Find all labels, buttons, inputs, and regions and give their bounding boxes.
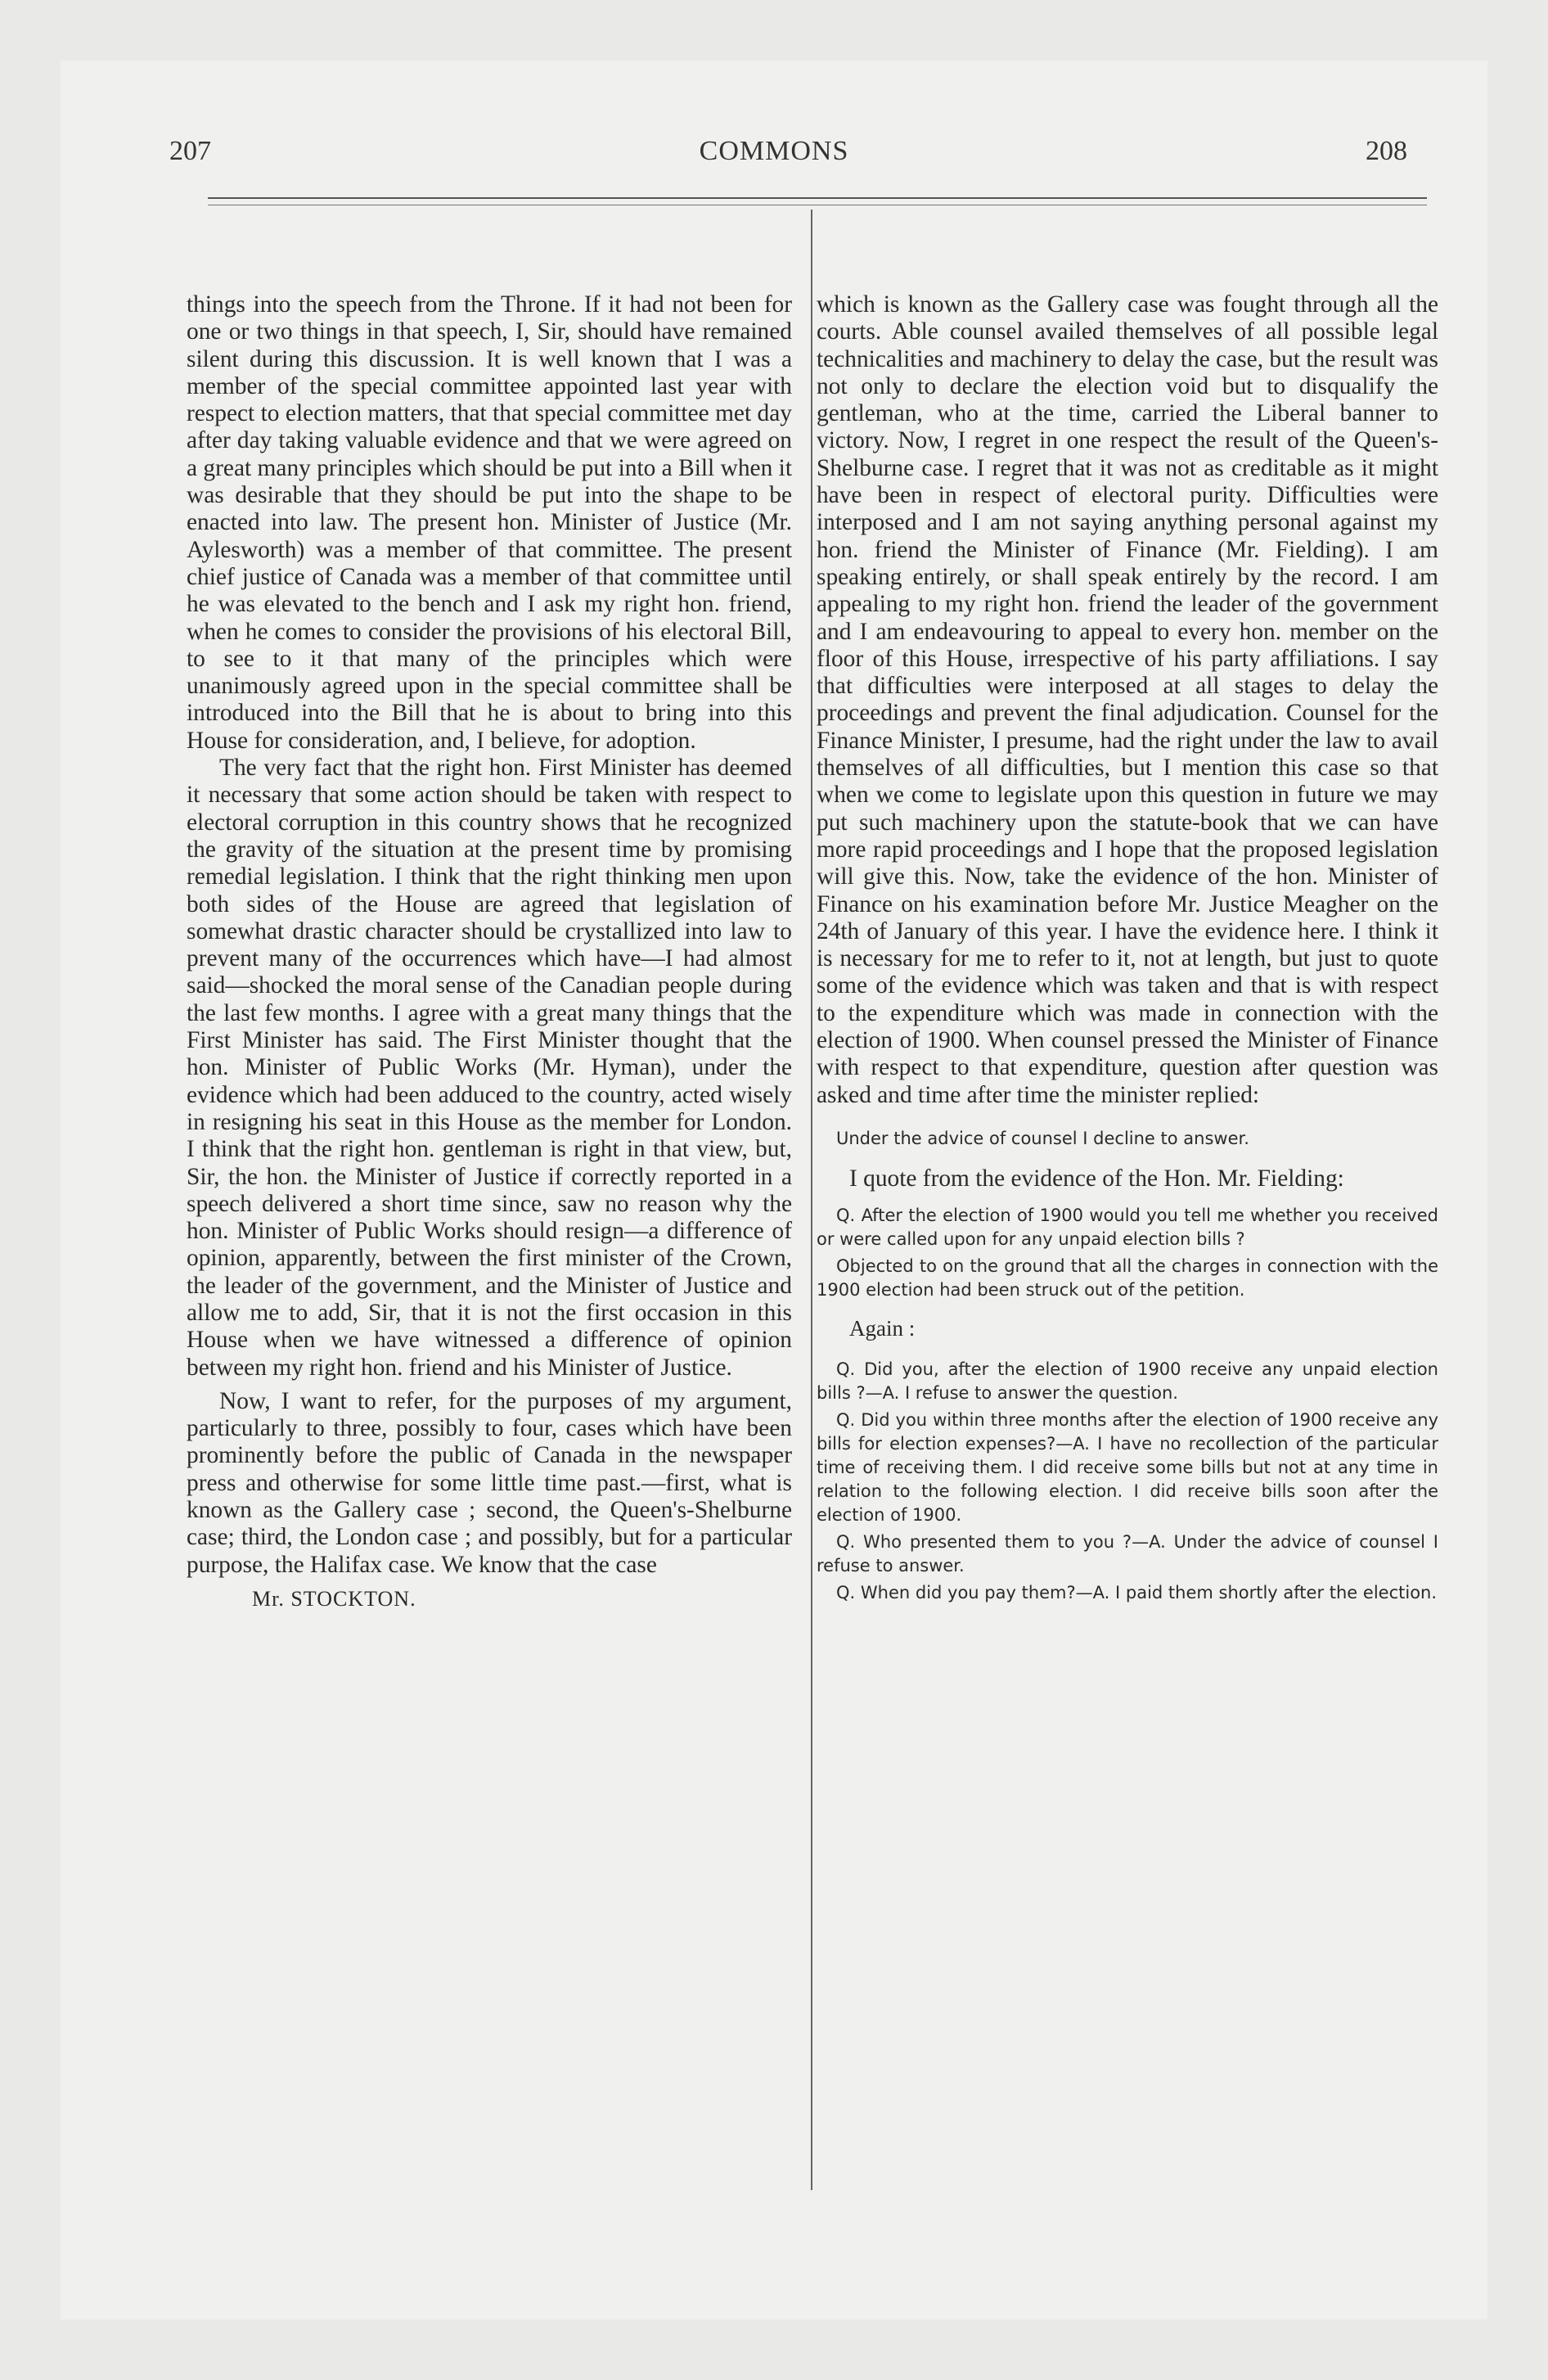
right-column — [817, 291, 1438, 1605]
left-paragraph-2: The very fact that the right hon. First Minister has deemed it necessary that some action should be taken with respect to electoral corruption in this country shows that he recognized the gravity of the situation at the present time by promising remedial legislation. I think that the right thinking men upon both sides of the House are agreed that legislation of somewhat drastic character should be crystallized into law to prevent many of the occurrences which have—I had almost said—shocked the moral sense of the Canadian people during the last few months. I agree with a great many things that the First Minister has said. The First Minister thought that the hon. Minister of Public Works (Mr. Hyman), under the evidence which had been adduced to the country, acted wisely in resigning his seat in this House as the member for London. I think that the right hon. gentleman is right in that view, but, Sir, the hon. the Minister of Justice if correctly reported in a speech delivered a short time since, saw no reason why the hon. Minister of Public Works should resign—a difference of opinion, apparently, between the first minister of the Crown, the leader of the government, and the Minister of Justice and allow me to add, Sir, that it is not the first occasion in this House when we have witnessed a difference of opinion between my right hon. friend and his Minister of Justice. — [187, 755, 792, 1381]
left-paragraph-1: things into the speech from the Throne. If it had not been for one or two things in that speech, I, Sir, should have remained silent during this discussion. It is well known that I was a member of the special committee appointed last year with respect to election matters, that that special committee met day after day taking valuable evidence and that we were agreed on a great many principles which should be put into a Bill when it was desirable that they should be put into the shape to be enacted into law. The present hon. Minister of Justice (Mr. Aylesworth) was a member of that committee. The present chief justice of Canada was a member of that committee until he was elevated to the bench and I ask my right hon. friend, when he comes to consider the provisions of his electoral Bill, to see to it that many of the principles which were unanimously agreed upon in the special committee shall be introduced into the Bill that he is about to bring into this House for consideration, and, I believe, for adoption. — [187, 291, 792, 754]
right-paragraph-2: I quote from the evidence of the Hon. Mr. Fielding: — [849, 1165, 1344, 1192]
evidence-q5: Q. Who presented them to you ?—A. Under the advice of counsel I refuse to answer. — [817, 1531, 1438, 1575]
evidence-q4: Q. Did you within three months after the election of 1900 receive any bills for election expenses?—A. I have no recollection of the particular time of receiving them. I did receive some bills but not at any time in relation to the following election. I did receive bills soon after the election of 1900. — [817, 1409, 1438, 1525]
left-column — [187, 291, 792, 1612]
evidence-q6: Q. When did you pay them?—A. I paid them shortly after the election. — [836, 1582, 1438, 1602]
quoted-reply: Under the advice of counsel I decline to answer. — [836, 1128, 1249, 1148]
right-paragraph-1: which is known as the Gallery case was fought through all the courts. Able counsel availed themselves of all possible legal technicalities and machinery to delay the case, but the result was not only to declare the election void but to disqualify the gentleman, who at the time, carried the Liberal banner to victory. Now, I regret in one respect the result of the Queen's-Shelburne case. I regret that it was not as creditable as it might have been in respect of electoral purity. Difficulties were interposed and I am not saying anything personal against my hon. friend the Minister of Finance (Mr. Fielding). I am speaking entirely, or shall speak entirely by the record. I am appealing to my right hon. friend the leader of the government and I am endeavouring to appeal to every hon. member on the floor of this House, irrespective of his party affiliations. I say that difficulties were interposed at all stages to delay the proceedings and prevent the final adjudication. Counsel for the Finance Minister, I presume, had the right under the law to avail themselves of all difficulties, but I mention this case so that when we come to legislate upon this question in future we may put such machinery upon the statute-book that we can have more rapid proceedings and I hope that the proposed legislation will give this. Now, take the evidence of the hon. Minister of Finance on his examination before Mr. Justice Meagher on the 24th of January of this year. I have the evidence here. I think it is necessary for me to refer to it, not at length, but just to quote some of the evidence which was taken and that is with respect to the expenditure which was made in connection with the election of 1900. When counsel pressed the Minister of Finance with respect to that expenditure, question after question was asked and time after time the minister replied: — [817, 291, 1438, 1108]
page-header — [61, 136, 1487, 185]
right-page-number: 208 — [1366, 136, 1407, 166]
left-paragraph-3: Now, I want to refer, for the purposes of my argument, particularly to three, possibly to four, cases which have been prominently before the public of Canada in the newspaper press and otherwise for some little time past.—first, what is known as the Gallery case ; second, the Queen's-Shelburne case; third, the London case ; and possibly, but for a particular purpose, the Halifax case. We know that the case — [187, 1387, 792, 1578]
left-page-number: 207 — [169, 136, 211, 166]
evidence-objection: Objected to on the ground that all the charges in connection with the 1900 election had been struck out of the petition. — [817, 1256, 1438, 1300]
speaker-signature: Mr. STOCKTON. — [252, 1586, 416, 1611]
header-rule-thick — [208, 197, 1427, 199]
evidence-q3: Q. Did you, after the election of 1900 receive any unpaid election bills ?—A. I refuse to answer the question. — [817, 1359, 1438, 1403]
evidence-q1: Q. After the election of 1900 would you tell me whether you received or were called upon for any unpaid election bills ? — [817, 1206, 1438, 1250]
again-label: Again : — [849, 1316, 916, 1341]
running-title: COMMONS — [699, 136, 849, 166]
hansard-page — [61, 61, 1487, 2319]
column-divider — [811, 210, 812, 2190]
